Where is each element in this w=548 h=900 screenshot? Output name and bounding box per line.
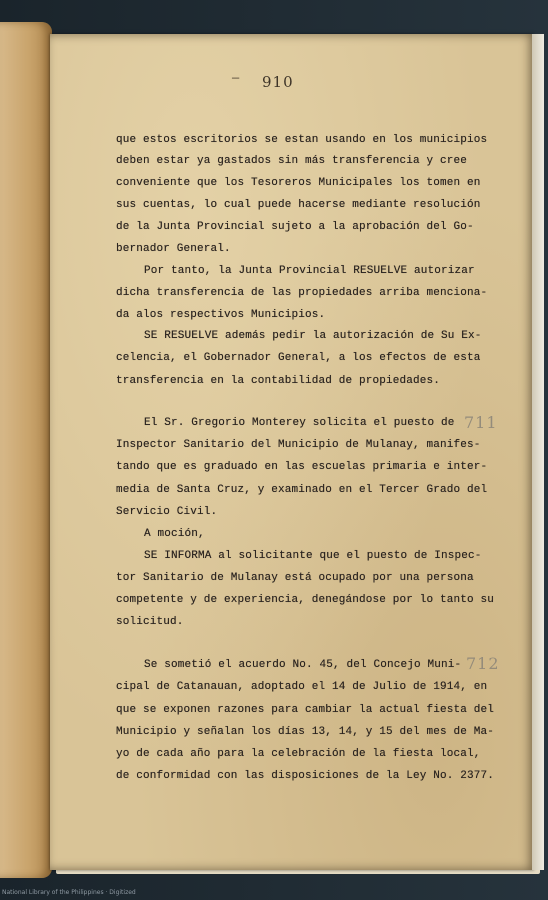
- body-line: tor Sanitario de Mulanay está ocupado por una persona: [116, 572, 474, 584]
- body-line: dicha transferencia de las propiedades arriba mencionа-: [116, 287, 488, 299]
- facing-page-edge: [0, 22, 52, 878]
- body-line: Se sometió el acuerdo No. 45, del Concejo Muni-: [144, 659, 462, 671]
- body-line: A moción,: [144, 528, 205, 540]
- body-line: cipal de Catanauan, adoptado el 14 de Julio de 1914, en: [116, 681, 488, 693]
- body-line: sus cuentas, lo cual puede hacerse mediante resolución: [116, 199, 481, 211]
- body-line: tando que es graduado en las escuelas primaria e inter-: [116, 461, 488, 473]
- body-line: yo de cada año para la celebración de la fiesta local,: [116, 748, 481, 760]
- body-line: que se exponen razones para cambiar la actual fiesta del: [116, 704, 495, 716]
- body-line: da alos respectivos Municipios.: [116, 309, 326, 321]
- body-line: Servicio Civil.: [116, 506, 218, 518]
- body-line: celencia, el Gobernador General, a los efectos de esta: [116, 352, 481, 364]
- body-line: SE RESUELVE además pedir la autorización de Su Ex-: [144, 330, 482, 342]
- body-line: solicitud.: [116, 616, 184, 628]
- body-line: El Sr. Gregorio Monterey solicita el puesto de: [144, 417, 455, 429]
- page-number: 910: [262, 73, 294, 91]
- body-line: Inspector Sanitario del Municipio de Mulanay, manifes-: [116, 439, 481, 451]
- page-number-dash: —: [232, 71, 240, 85]
- margin-item-number: 712: [466, 654, 500, 673]
- body-line: conveniente que los Tesoreros Municipales los tomen en: [116, 177, 481, 189]
- page-right-edge: [532, 34, 544, 870]
- body-line: SE INFORMA al solicitante que el puesto de Inspec-: [144, 550, 482, 562]
- body-line: media de Santa Cruz, y examinado en el Tercer Grado del: [116, 484, 488, 496]
- body-line: de la Junta Provincial sujeto a la aprobación del Go-: [116, 221, 474, 233]
- margin-item-number: 711: [464, 413, 498, 432]
- body-line: de conformidad con las disposiciones de la Ley No. 2377.: [116, 770, 495, 782]
- body-line: competente y de experiencia, denegándose por lo tanto su: [116, 594, 495, 606]
- body-line: Municipio y señalan los días 13, 14, y 15 del mes de Ma-: [116, 726, 495, 738]
- body-line: Por tanto, la Junta Provincial RESUELVE autorizar: [144, 265, 475, 277]
- scan-footer-caption: National Library of the Philippines · Digitized: [2, 889, 136, 896]
- body-line: bernador General.: [116, 243, 231, 255]
- body-line: deben estar ya gastados sin más transferencia y cree: [116, 155, 468, 167]
- body-line: transferencia en la contabilidad de propiedades.: [116, 375, 441, 387]
- body-line: que estos escritorios se estan usando en los municipios: [116, 134, 488, 146]
